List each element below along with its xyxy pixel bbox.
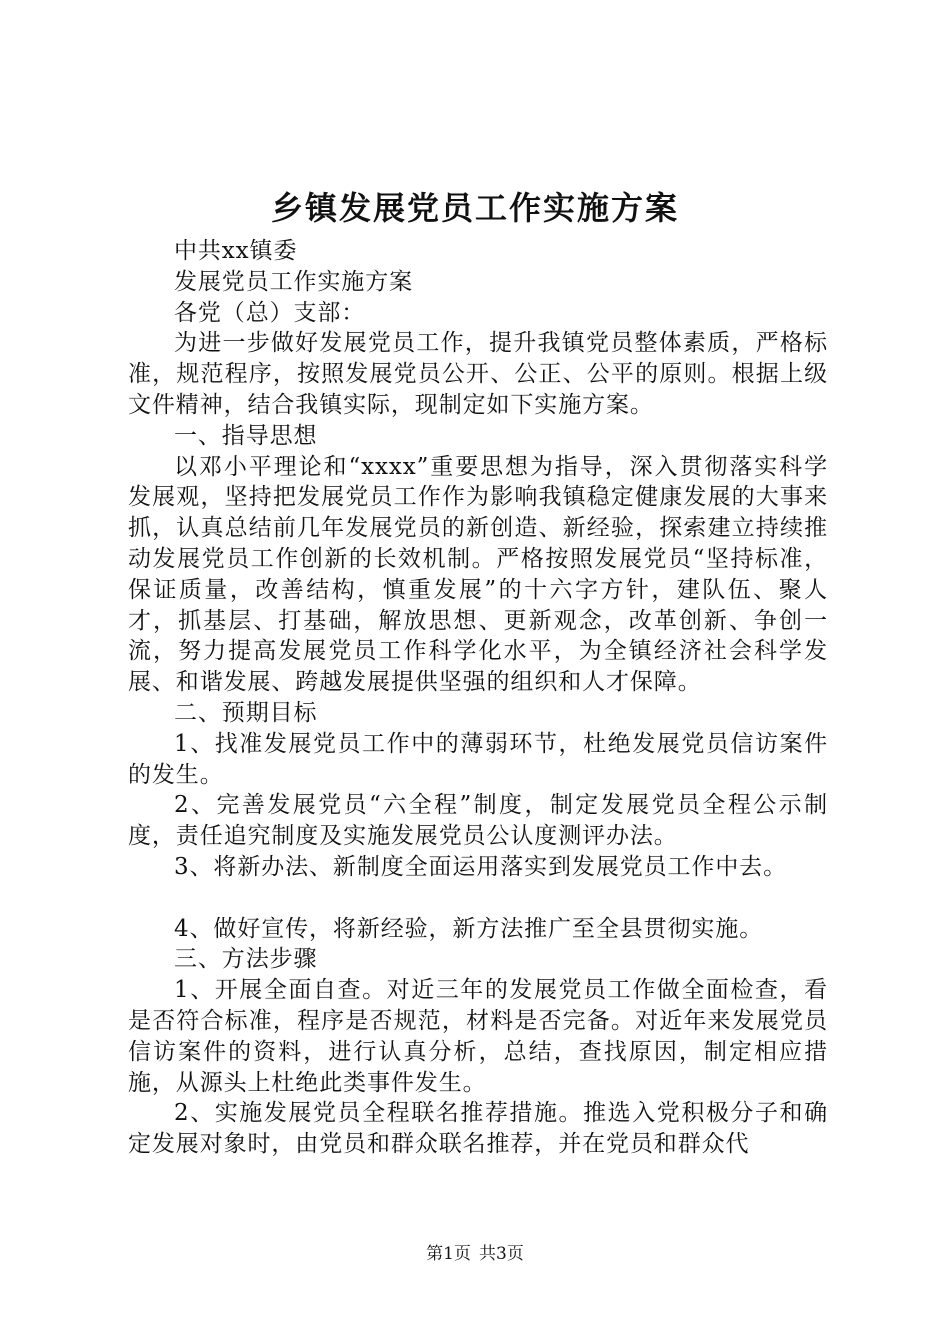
section-heading-expected-goals: 二、预期目标 bbox=[174, 699, 318, 726]
section-heading-guiding-ideology: 一、指导思想 bbox=[174, 422, 318, 449]
section-heading-method-steps: 三、方法步骤 bbox=[174, 946, 318, 973]
page-footer bbox=[0, 1243, 950, 1265]
intro-paragraph: 为进一步做好发展党员工作，提升我镇党员整体素质，严格标准，规范程序，按照发展党员公开、公正、公平的原则。根据上级文件精神，结合我镇实际，现制定如下实施方案。 bbox=[128, 330, 828, 418]
step-item-2: 2、实施发展党员全程联名推荐措施。推选入党积极分子和确定发展对象时，由党员和群众联名推荐，并在党员和群众代 bbox=[128, 1100, 828, 1158]
page-total: 共3页 bbox=[479, 1244, 524, 1264]
org-line: 中共xx镇委 bbox=[174, 238, 298, 264]
salutation-line: 各党（总）支部： bbox=[174, 299, 366, 326]
document-title: 乡镇发展党员工作实施方案 bbox=[270, 189, 679, 227]
goal-item-4: 4、做好宣传，将新经验，新方法推广至全县贯彻实施。 bbox=[174, 915, 764, 942]
guiding-ideology-paragraph: 以邓小平理论和“xxxx”重要思想为指导，深入贯彻落实科学发展观，坚持把发展党员工作作为影响我镇稳定健康发展的大事来抓，认真总结前几年发展党员的新创造、新经验，探索建立持续推动发展党员工作创新的长效机制。严格按照发展党员“坚持标准，保证质量，改善结构，慎重发展”的十六字方针，建队伍、聚人才，抓基层、打基础，解放思想、更新观念，改革创新、争创一流，努力提高发展党员工作科学化水平，为全镇经济社会科学发展、和谐发展、跨越发展提供坚强的组织和人才保障。 bbox=[128, 453, 828, 696]
page-number: 第1页 bbox=[426, 1244, 471, 1264]
subtitle-line: 发展党员工作实施方案 bbox=[174, 268, 413, 295]
document-body bbox=[128, 236, 828, 1160]
goal-item-3: 3、将新办法、新制度全面运用落实到发展党员工作中去。 bbox=[174, 853, 788, 880]
step-item-1: 1、开展全面自查。对近三年的发展党员工作做全面检查，看是否符合标准，程序是否规范，材料是否完备。对近年来发展党员信访案件的资料，进行认真分析，总结，查找原因，制定相应措施，从源头上杜绝此类事件发生。 bbox=[128, 977, 828, 1096]
goal-item-1: 1、找准发展党员工作中的薄弱环节，杜绝发展党员信访案件的发生。 bbox=[128, 730, 828, 788]
goal-item-2: 2、完善发展党员“六全程”制度，制定发展党员全程公示制度，责任追究制度及实施发展党员公认度测评办法。 bbox=[128, 792, 828, 850]
